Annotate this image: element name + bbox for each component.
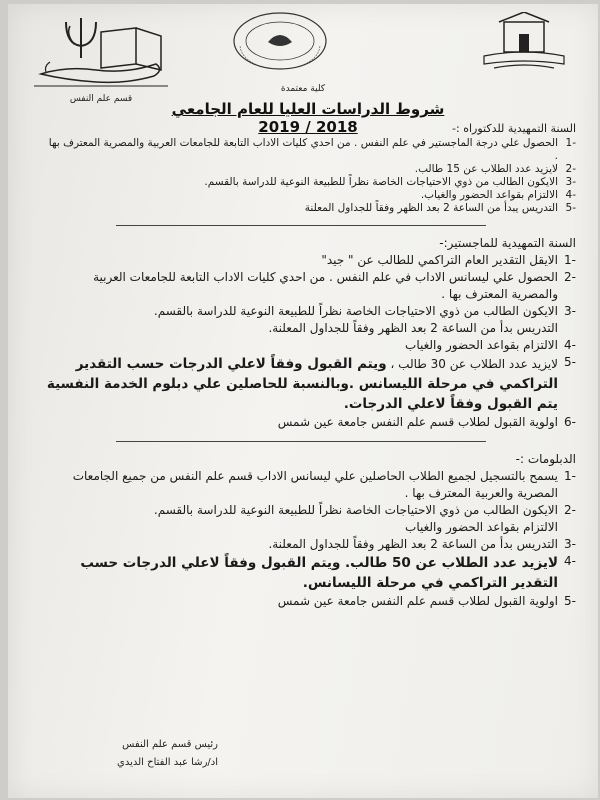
schedule-note: التدريس بدأ من الساعة 2 بعد الظهر وفقاً للجداول المعلنة.: [268, 321, 558, 335]
signature-block: [38, 736, 218, 772]
list-item: -5 اولوية القبول لطلاب قسم علم النفس جامعة عين شمس: [277, 594, 576, 608]
section-divider: [116, 225, 486, 226]
bold-admission-rule: ويتم القبول وفقاً لاعلي الدرجات حسب التقدير التراكمي في مرحلة الليسانس .وبالنسبة للحاصلين علي دبلوم الخدمة النفسية يتم القبول وفقاً لاعلي الدرجات.: [46, 356, 558, 412]
doctorate-prep-section: [46, 122, 576, 215]
department-caption: قسم علم النفس: [69, 94, 133, 104]
page-title: شروط الدراسات العليا للعام الجامعي 2018 / 2019: [171, 100, 445, 136]
list-item: -2 الايكون الطالب من ذوي الاحتياجات الخاصة نظراً للطبيعة النوعية للدراسة بالقسم.: [153, 503, 576, 517]
list-item: -1 يسمح بالتسجيل لجميع الطلاب الحاصلين علي ليسانس الاداب قسم علم النفس من جميع الجامعات المصرية والعربية المعترف بها .: [72, 469, 576, 500]
accreditation-seal: [230, 10, 330, 72]
signature-role: رئيس قسم علم النفس: [122, 739, 218, 750]
list-item: -5 التدريس يبدأ من الساعة 2 بعد الظهر وفقاً للجداول المعلنة: [304, 202, 576, 214]
section-divider: [116, 441, 486, 442]
section-heading: السنة التمهيدية للدكتوراه :-: [452, 122, 576, 135]
document-page: [8, 4, 598, 798]
bold-admission-rule: لايزيد عدد الطلاب عن 50 طالب. ويتم القبول وفقاً لاعلي الدرجات حسب التقدير التراكمي في مرحلة الليسانس.: [80, 555, 558, 591]
university-logo: [464, 12, 584, 72]
signature-name: اد/رشا عبد الفتاح الديدي: [117, 757, 218, 768]
list-item: -3 الايكون الطالب من ذوي الاحتياجات الخاصة نظراً للطبيعة النوعية للدراسة بالقسم.: [153, 304, 576, 318]
list-item: -1 الحصول علي درجة الماجستير في علم النفس . من احدي كليات الاداب التابعة للجامعات العربية والمصرية المعترف بها .: [48, 137, 576, 162]
section-heading: السنة التمهيدية للماجستير:-: [439, 236, 576, 250]
list-item: -1 الايقل التقدير العام التراكمي للطالب عن " جيد": [321, 253, 576, 267]
attendance-note: الالتزام بقواعد الحضور والغياب: [405, 520, 558, 534]
main-content: [46, 122, 576, 610]
department-logo: [26, 14, 176, 109]
list-item: -2 لايزيد عدد الطلاب عن 15 طالب.: [414, 163, 576, 175]
psi-lamp-book-icon: [26, 14, 176, 92]
approved-college-label: كلية معتمدة: [280, 84, 326, 94]
list-item: -4 لايزيد عدد الطلاب عن 50 طالب. ويتم القبول وفقاً لاعلي الدرجات حسب التقدير التراكمي في مرحلة الليسانس.: [80, 554, 576, 591]
list-item: -5 لايزيد عدد الطلاب عن 30 طالب ، ويتم القبول وفقاً لاعلي الدرجات حسب التقدير التراكمي في مرحلة الليسانس .وبالنسبة للحاصلين علي دبلوم الخدمة النفسية يتم القبول وفقاً لاعلي الدرجات.: [46, 355, 576, 412]
list-item: -3 التدريس بدأ من الساعة 2 بعد الظهر وفقاً للجداول المعلنة.: [268, 537, 576, 551]
list-item: -6 اولوية القبول لطلاب قسم علم النفس جامعة عين شمس: [277, 415, 576, 429]
list-item: -4 الالتزام بقواعد الحضور والغياب: [405, 338, 576, 352]
list-item: -2 الحصول علي ليسانس الاداب في علم النفس . من احدي كليات الاداب التابعة للجامعات العربية والمصرية المعترف بها .: [93, 270, 576, 301]
diplomas-section: [46, 452, 576, 610]
section-heading: الدبلومات :-: [515, 452, 576, 466]
masters-prep-section: [46, 236, 576, 431]
list-item: -4 الالتزام بقواعد الحضور والغياب.: [420, 189, 576, 201]
list-item: -3 الايكون الطالب من ذوي الاحتياجات الخاصة نظراً للطبيعة النوعية للدراسة بالقسم.: [204, 176, 576, 188]
